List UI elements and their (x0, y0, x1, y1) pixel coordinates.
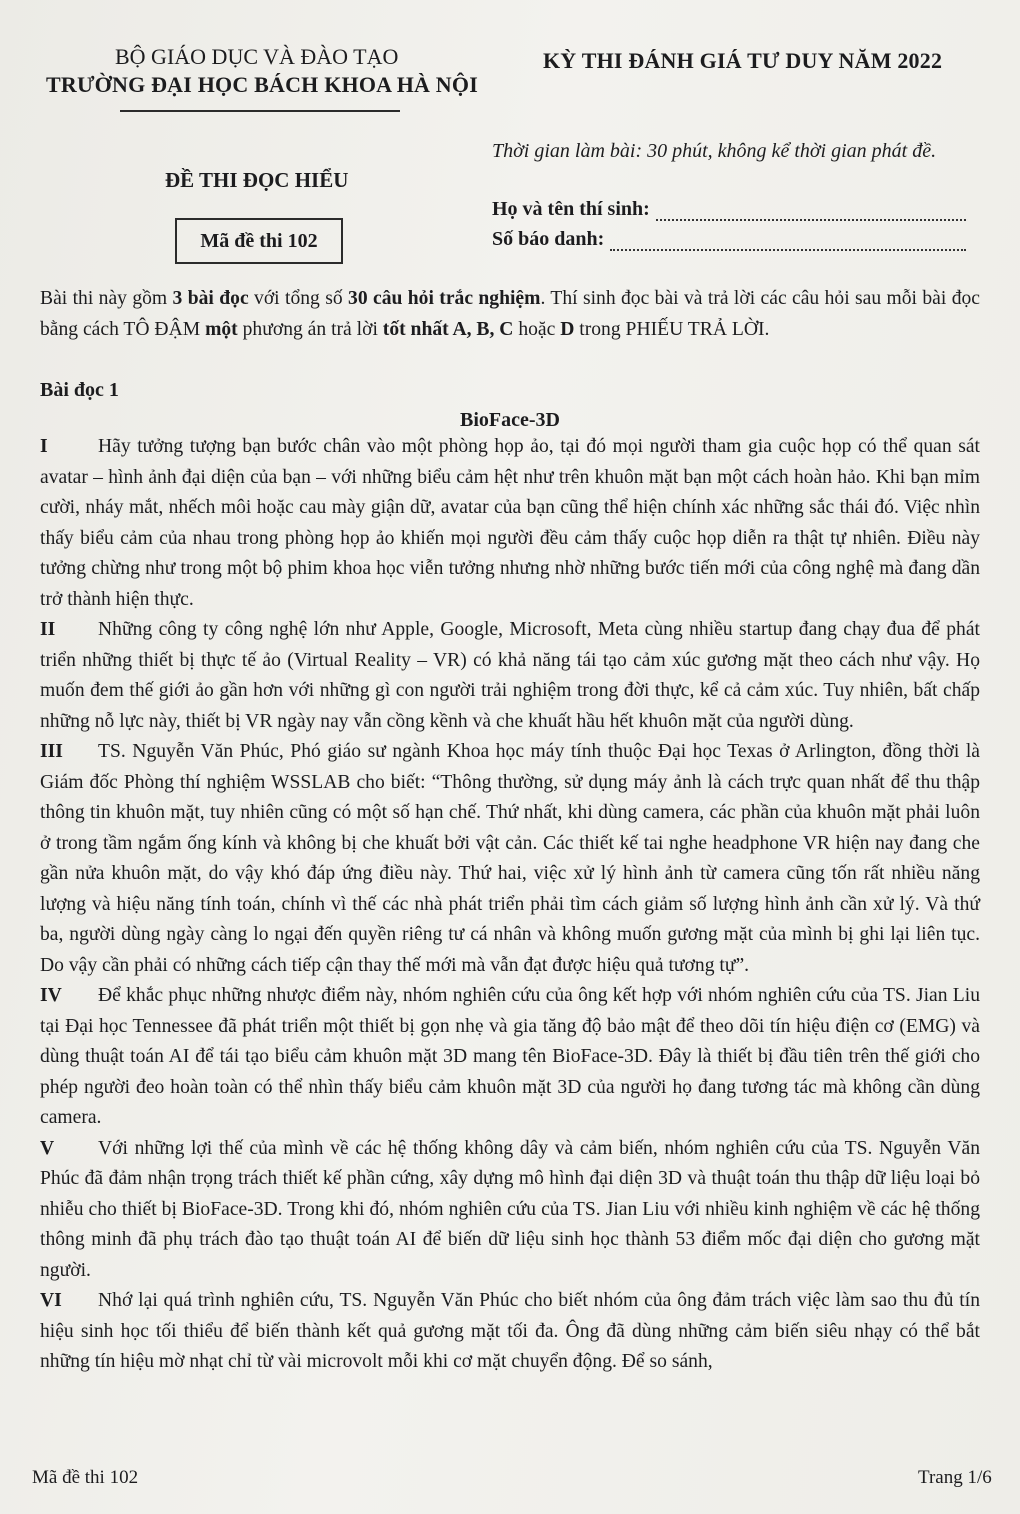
footer-exam-code: Mã đề thi 102 (32, 1467, 139, 1488)
paragraph-5: V Với những lợi thế của mình về các hệ thống không dây và cảm biến, nhóm nghiên cứu của TS. Nguyễn Văn Phúc đã đảm nhận trọng trách thiết kế phần cứng, xây dựng mô hình đại diện 3D và thuật toán thu thập dữ liệu loại bỏ nhiễu cho thiết bị BioFace-3D. Trong khi đó, nhóm nghiên cứu của TS. Jian Liu với nhiều kinh nghiệm về các hệ thống thông minh đã phụ trách đào tạo thuật toán AI để biến dữ liệu sinh học thành 53 điểm mốc đại diện cho gương mặt người. (40, 1137, 980, 1281)
dotted-line (610, 235, 966, 251)
university-name: TRƯỜNG ĐẠI HỌC BÁCH KHOA HÀ NỘI (46, 72, 478, 97)
reading-section-label: Bài đọc 1 (40, 379, 119, 401)
paragraph-2: II Những công ty công nghệ lớn như Apple, Google, Microsoft, Meta cùng nhiều startup đang chạy đua để phát triển những thiết bị thực tế ảo (Virtual Reality – VR) có khả năng tái tạo cảm xúc gương mặt theo cách như vậy. Họ muốn đem thế giới ảo gần hơn với những gì con người trải nghiệm trong đời thực, kể cả cảm xúc. Tuy nhiên, bất chấp những nỗ lực này, thiết bị VR ngày nay vẫn cồng kềnh và che khuất hầu hết khuôn mặt của người dùng. (40, 619, 980, 732)
paragraph-4: IV Để khắc phục những nhược điểm này, nhóm nghiên cứu của ông kết hợp với nhóm nghiên cứu của TS. Jian Liu tại Đại học Tennessee đã phát triển một thiết bị gọn nhẹ và gia tăng độ bảo mật để theo dõi tín hiệu điện cơ (EMG) và dùng thuật toán AI để tái tạo biểu cảm khuôn mặt 3D mang tên BioFace-3D. Đây là thiết bị đầu tiên trên thế giới cho phép người đeo hoàn toàn có thể nhìn thấy biểu cảm khuôn mặt 3D của người họ đang tương tác mà không cần dùng camera. (40, 985, 980, 1128)
exam-type: ĐỀ THI ĐỌC HIỂU (165, 168, 349, 192)
reading-body (40, 432, 980, 1378)
dotted-line (656, 205, 966, 221)
page-number: Trang 1/6 (918, 1467, 992, 1488)
ministry-name: BỘ GIÁO DỤC VÀ ĐÀO TẠO (115, 44, 399, 69)
paragraph-3: III TS. Nguyễn Văn Phúc, Phó giáo sư ngành Khoa học máy tính thuộc Đại học Texas ở Arlington, đồng thời là Giám đốc Phòng thí nghiệm WSSLAB cho biết: “Thông thường, sử dụng máy ảnh là cách trực quan nhất để thu thập thông tin khuôn mặt, tuy nhiên cũng có một số hạn chế. Thứ nhất, khi dùng camera, các phần của khuôn mặt phải luôn ở trong tầm ngắm ống kính và không bị che khuất bởi vật cản. Các thiết kế tai nghe headphone VR hiện nay đang che gần nửa khuôn mặt, do vậy khó đáp ứng điều này. Thứ hai, việc xử lý hình ảnh từ camera cũng tốn rất nhiều năng lượng và hiệu năng tính toán, chính vì thế các nhà phát triển phải tìm cách giảm số lượng hình ảnh cần xử lý. Và thứ ba, người dùng ngày càng lo ngại đến quyền riêng tư cá nhân và không muốn gương mặt của mình bị ghi lại liên tục. Do vậy cần phải có những cách tiếp cận thay thế mới mà vẫn đạt được hiệu quả tương tự”. (40, 741, 980, 976)
header-underline (120, 110, 400, 112)
paragraph-6: VI Nhớ lại quá trình nghiên cứu, TS. Nguyễn Văn Phúc cho biết nhóm của ông đảm trách việc làm sao thu đủ tín hiệu sinh học tối thiểu để biến thành kết quả gương mặt tối đa. Ông đã dùng những cảm biến siêu nhạy có thể bắt những tín hiệu mờ nhạt chỉ từ vài microvolt mỗi khi cơ mặt chuyển động. Để so sánh, (40, 1290, 980, 1372)
candidate-name-field: Họ và tên thí sinh: (492, 198, 966, 221)
paragraph-1: I Hãy tưởng tượng bạn bước chân vào một phòng họp ảo, tại đó mọi người tham gia cuộc họp có thể quan sát avatar – hình ảnh đại diện của bạn – với những biểu cảm hệt như trên khuôn mặt bạn một cách hoàn hảo. Khi bạn mỉm cười, nháy mắt, nhếch môi hoặc cau mày giận dữ, avatar của bạn cũng thể hiện chính xác những sắc thái đó. Việc nhìn thấy biểu cảm của nhau trong phòng họp ảo khiến mọi người đều cảm thấy cuộc họp diễn ra thật tự nhiên. Điều này tưởng chừng như trong một bộ phim khoa học viễn tưởng nhưng nhờ những bước tiến mới của công nghệ mà đang dần trở thành hiện thực. (40, 436, 980, 610)
reading-title: BioFace-3D (460, 409, 560, 431)
exam-title: KỲ THI ĐÁNH GIÁ TƯ DUY NĂM 2022 (543, 48, 943, 73)
instructions: Bài thi này gồm 3 bài đọc với tổng số 30 câu hỏi trắc nghiệm. Thí sinh đọc bài và trả lời các câu hỏi sau mỗi bài đọc bằng cách TÔ ĐẬM một phương án trả lời tốt nhất A, B, C hoặc D trong PHIẾU TRẢ LỜI. (40, 288, 980, 340)
exam-code-box: Mã đề thi 102 (175, 218, 343, 264)
candidate-number-field: Số báo danh: (492, 228, 966, 251)
time-allowed: Thời gian làm bài: 30 phút, không kể thời gian phát đề. (492, 140, 937, 162)
